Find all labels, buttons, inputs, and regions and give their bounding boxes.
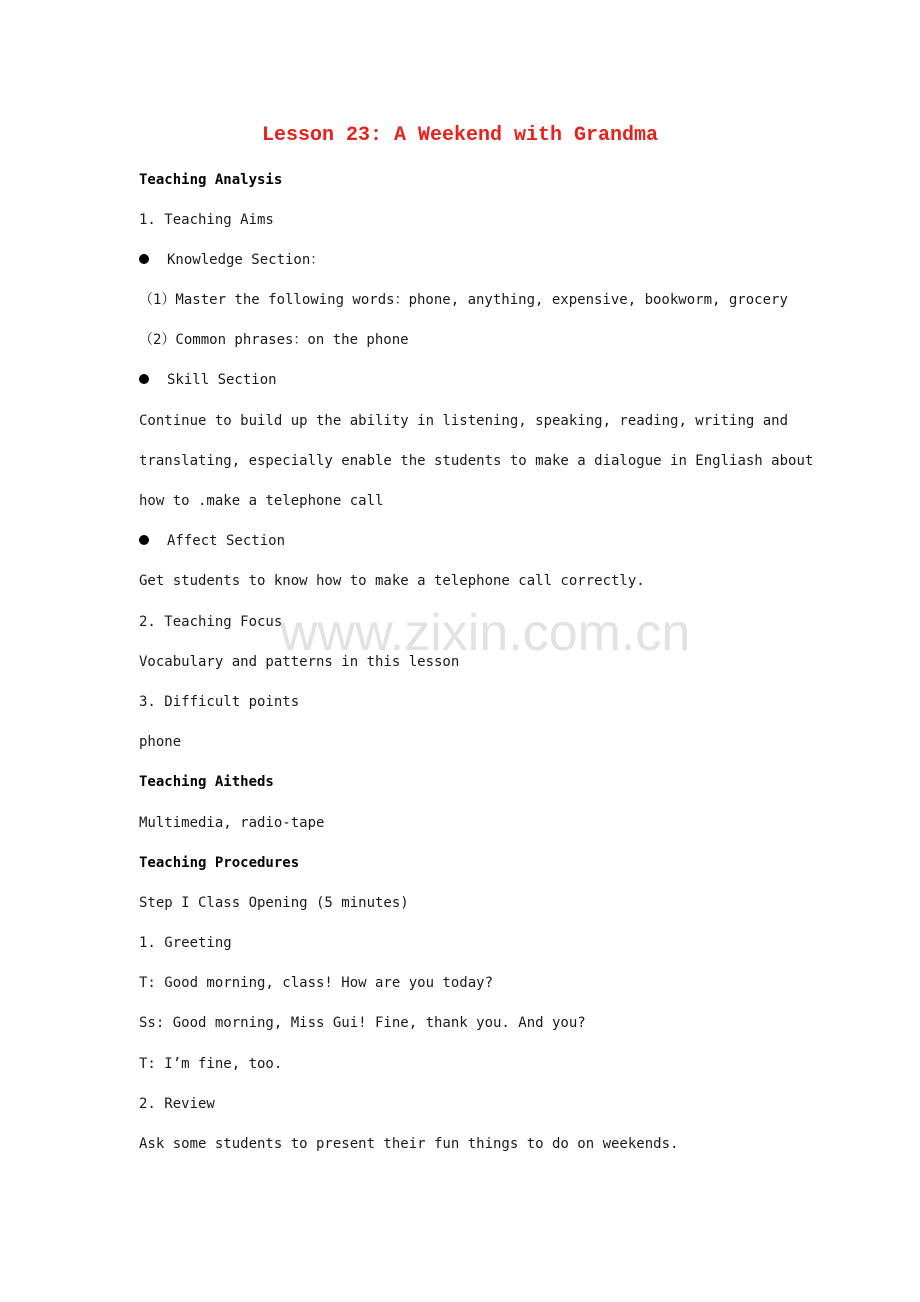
step-1-heading: Step I Class Opening (5 minutes) [139,895,409,911]
watermark: www.zixin.com.cn [280,604,691,662]
bullet-label: Affect Section [167,533,286,549]
document-title: Lesson 23: A Weekend with Grandma [261,124,659,147]
teaching-focus-text: Vocabulary and patterns in this lesson [139,654,460,670]
bullet-icon [139,374,149,384]
difficult-points-text: phone [139,734,182,750]
bullet-skill-section [139,370,277,390]
bullet-icon [139,535,149,545]
bullet-label: Knowledge Section： [167,252,325,268]
skill-paragraph-line-3: how to .make a telephone call [139,493,384,509]
bullet-label: Skill Section [167,372,277,388]
bullet-icon [139,254,149,264]
heading-teaching-procedures: Teaching Procedures [139,855,300,871]
bullet-knowledge-section [139,250,324,270]
dialogue-teacher-1: T: Good morning, class! How are you today? [139,975,494,991]
bullet-affect-section [139,531,285,551]
knowledge-phrases: （2）Common phrases：on the phone [139,332,409,348]
dialogue-teacher-2: T: I’m fine, too. [139,1056,283,1072]
knowledge-words: （1）Master the following words：phone, anything, expensive, bookworm, grocery [139,292,788,308]
skill-paragraph-line-1: Continue to build up the ability in listening, speaking, reading, writing and [139,413,789,429]
section-difficult-points: 3. Difficult points [139,694,300,710]
dialogue-students-1: Ss: Good morning, Miss Gui! Fine, thank you. And you? [139,1015,586,1031]
step-review: 2. Review [139,1096,215,1112]
teaching-aitheds-text: Multimedia, radio-tape [139,815,325,831]
affect-text: Get students to know how to make a telephone call correctly. [139,573,645,589]
skill-paragraph-line-2: translating, especially enable the students to make a dialogue in Engliash about [139,453,814,469]
section-teaching-aims: 1. Teaching Aims [139,212,274,228]
heading-teaching-analysis: Teaching Analysis [139,172,283,188]
heading-teaching-aitheds: Teaching Aitheds [139,774,274,790]
section-teaching-focus: 2. Teaching Focus [139,614,283,630]
review-text: Ask some students to present their fun things to do on weekends. [139,1136,679,1152]
step-greeting: 1. Greeting [139,935,232,951]
